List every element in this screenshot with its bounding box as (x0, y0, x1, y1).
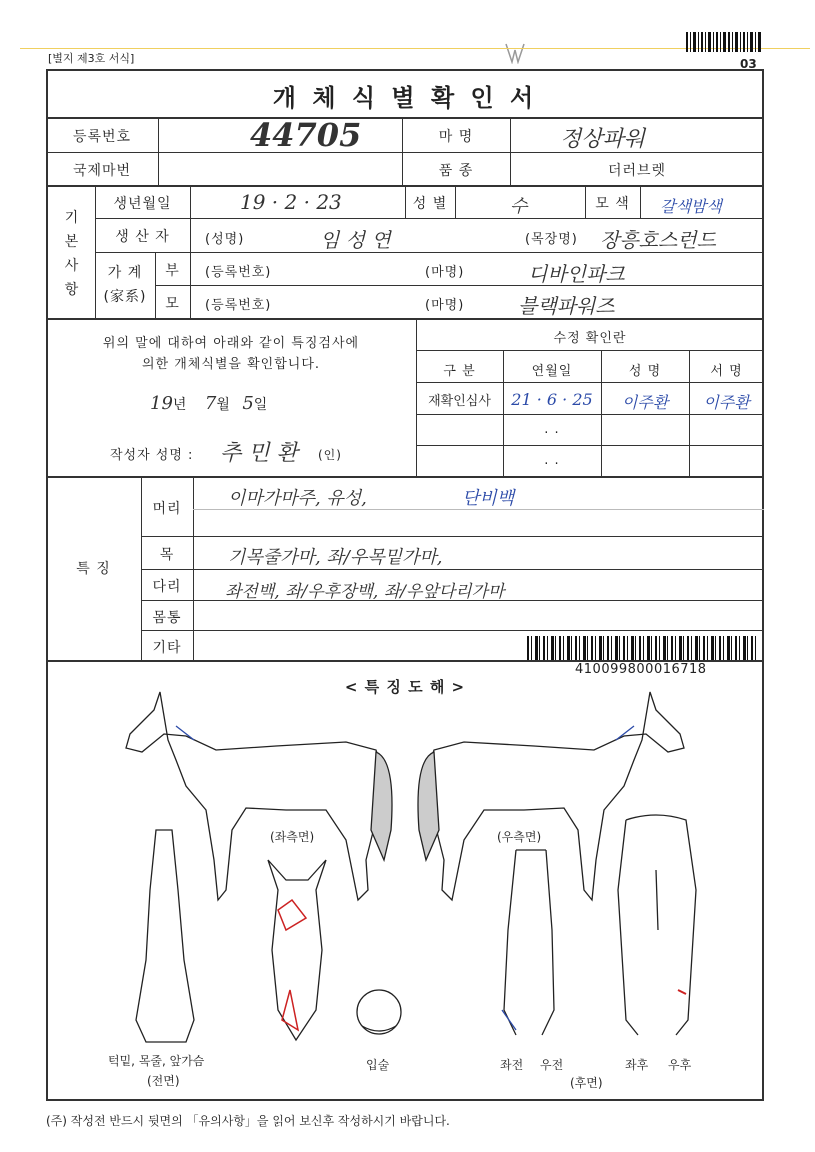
front-neck-view (136, 830, 194, 1042)
revision-row-type: 재확인심사 (428, 394, 491, 409)
family-label: 가 계 (107, 265, 143, 281)
breeder-label: 생 산 자 (115, 229, 170, 245)
dam-name: 블랙파워즈 (518, 294, 615, 318)
breed-label: 품 종 (438, 163, 474, 179)
sex-label: 성 별 (412, 196, 448, 212)
dam-label: 모 (165, 296, 180, 312)
coat-value: 갈색밤색 (660, 197, 722, 216)
right-front-caption: 우전 (540, 1058, 564, 1072)
revision-header-sign: 서 명 (710, 364, 743, 379)
revision-row-sign: 이주환 (703, 393, 750, 412)
header-barcode (686, 32, 762, 52)
form-label: [별지 제3호 서식] (48, 52, 135, 65)
revision-row-date-3: . . (544, 453, 560, 468)
head-front-view (268, 860, 326, 1040)
front-caption-1: 턱밑, 목줄, 앞가슴 (108, 1054, 205, 1068)
diagram-title: < 특 징 도 해 > (344, 678, 466, 696)
revision-header-name: 성 명 (628, 364, 662, 379)
breeder-name-sub: (성명) (205, 232, 245, 247)
lips-caption: 입술 (366, 1058, 390, 1072)
hind-legs-view (618, 815, 696, 1035)
confirm-date: 19년 7월 5일 (150, 393, 268, 414)
writer-label: 작성자 성명 : (110, 448, 194, 463)
family-hanja: (家系) (103, 289, 147, 305)
writer-name: 추 민 환 (220, 441, 298, 466)
sire-name: 디바인파크 (528, 262, 625, 286)
front-legs-view (502, 850, 554, 1035)
feature-value-head: 이마가마주, 유성, (228, 488, 367, 509)
dob-value: 19 · 2 · 23 (240, 190, 342, 214)
breeder-name: 임 성 연 (320, 228, 391, 252)
farm-name-sub: (목장명) (525, 232, 578, 247)
writer-seal: (인) (318, 448, 342, 462)
revision-header-type: 구 분 (443, 364, 476, 379)
right-side-horse (418, 692, 684, 900)
feature-label-legs: 다리 (152, 579, 182, 595)
lips-view (357, 990, 401, 1034)
horse-diagram (46, 690, 764, 1100)
dob-label: 생년월일 (113, 196, 172, 212)
sire-horse-sub: (마명) (425, 265, 465, 280)
intl-no-label: 국제마번 (72, 163, 132, 179)
basic-section-label: 기 본 사 항 (64, 210, 80, 298)
features-section-label: 특 징 (76, 561, 111, 577)
left-side-caption: (좌측면) (270, 830, 315, 844)
logo-mark (500, 42, 530, 64)
right-side-caption: (우측면) (497, 830, 542, 844)
reg-no-value: 44705 (250, 116, 362, 154)
confirm-text-2: 의한 개체식별을 확인합니다. (141, 357, 321, 372)
barcode (515, 636, 760, 660)
feature-value-legs: 좌전백, 좌/우후장백, 좌/우앞다리가마 (225, 582, 505, 602)
page-number: 03 (740, 57, 757, 71)
sire-reg-sub: (등록번호) (205, 265, 272, 280)
farm-name: 장흥호스런드 (600, 228, 716, 252)
confirm-text-1: 위의 말에 대하여 아래와 같이 특징검사에 (102, 336, 360, 351)
right-hind-caption: 우후 (668, 1058, 692, 1072)
footnote: (주) 작성전 반드시 뒷면의 「유의사항」을 읽어 보신후 작성하시기 바랍니다. (46, 1114, 450, 1128)
feature-label-body: 몸통 (152, 610, 182, 626)
left-front-caption: 좌전 (500, 1058, 524, 1072)
revision-row-date: 21 · 6 · 25 (511, 390, 593, 409)
revision-title: 수정 확인란 (553, 331, 627, 346)
dam-reg-sub: (등록번호) (205, 298, 272, 313)
feature-label-other: 기타 (152, 640, 182, 656)
coat-label: 모 색 (595, 196, 630, 212)
front-caption-2: (전면) (147, 1074, 180, 1088)
revision-header-date: 연월일 (531, 364, 573, 379)
sex-value: 수 (510, 196, 528, 217)
breed-value: 더러브렛 (607, 163, 667, 179)
dam-horse-sub: (마명) (425, 298, 465, 313)
left-hind-caption: 좌후 (625, 1058, 649, 1072)
feature-value-neck: 기목줄가마, 좌/우목밑가마, (228, 547, 443, 568)
reg-no-label: 등록번호 (72, 129, 132, 145)
feature-label-head: 머리 (152, 501, 182, 517)
rear-caption: (후면) (570, 1076, 603, 1090)
horse-name-value: 정상파워 (560, 127, 646, 152)
feature-extra-head: 단비백 (462, 488, 515, 509)
revision-row-name: 이주환 (621, 393, 669, 412)
sire-label: 부 (165, 263, 180, 279)
revision-row-date-2: . . (544, 422, 560, 437)
left-side-horse (126, 692, 392, 900)
barcode-number: 410099800016718 (575, 662, 707, 677)
document-title: 개 체 식 별 확 인 서 (272, 84, 538, 112)
feature-label-neck: 목 (159, 547, 175, 563)
horse-name-label: 마 명 (438, 129, 474, 145)
